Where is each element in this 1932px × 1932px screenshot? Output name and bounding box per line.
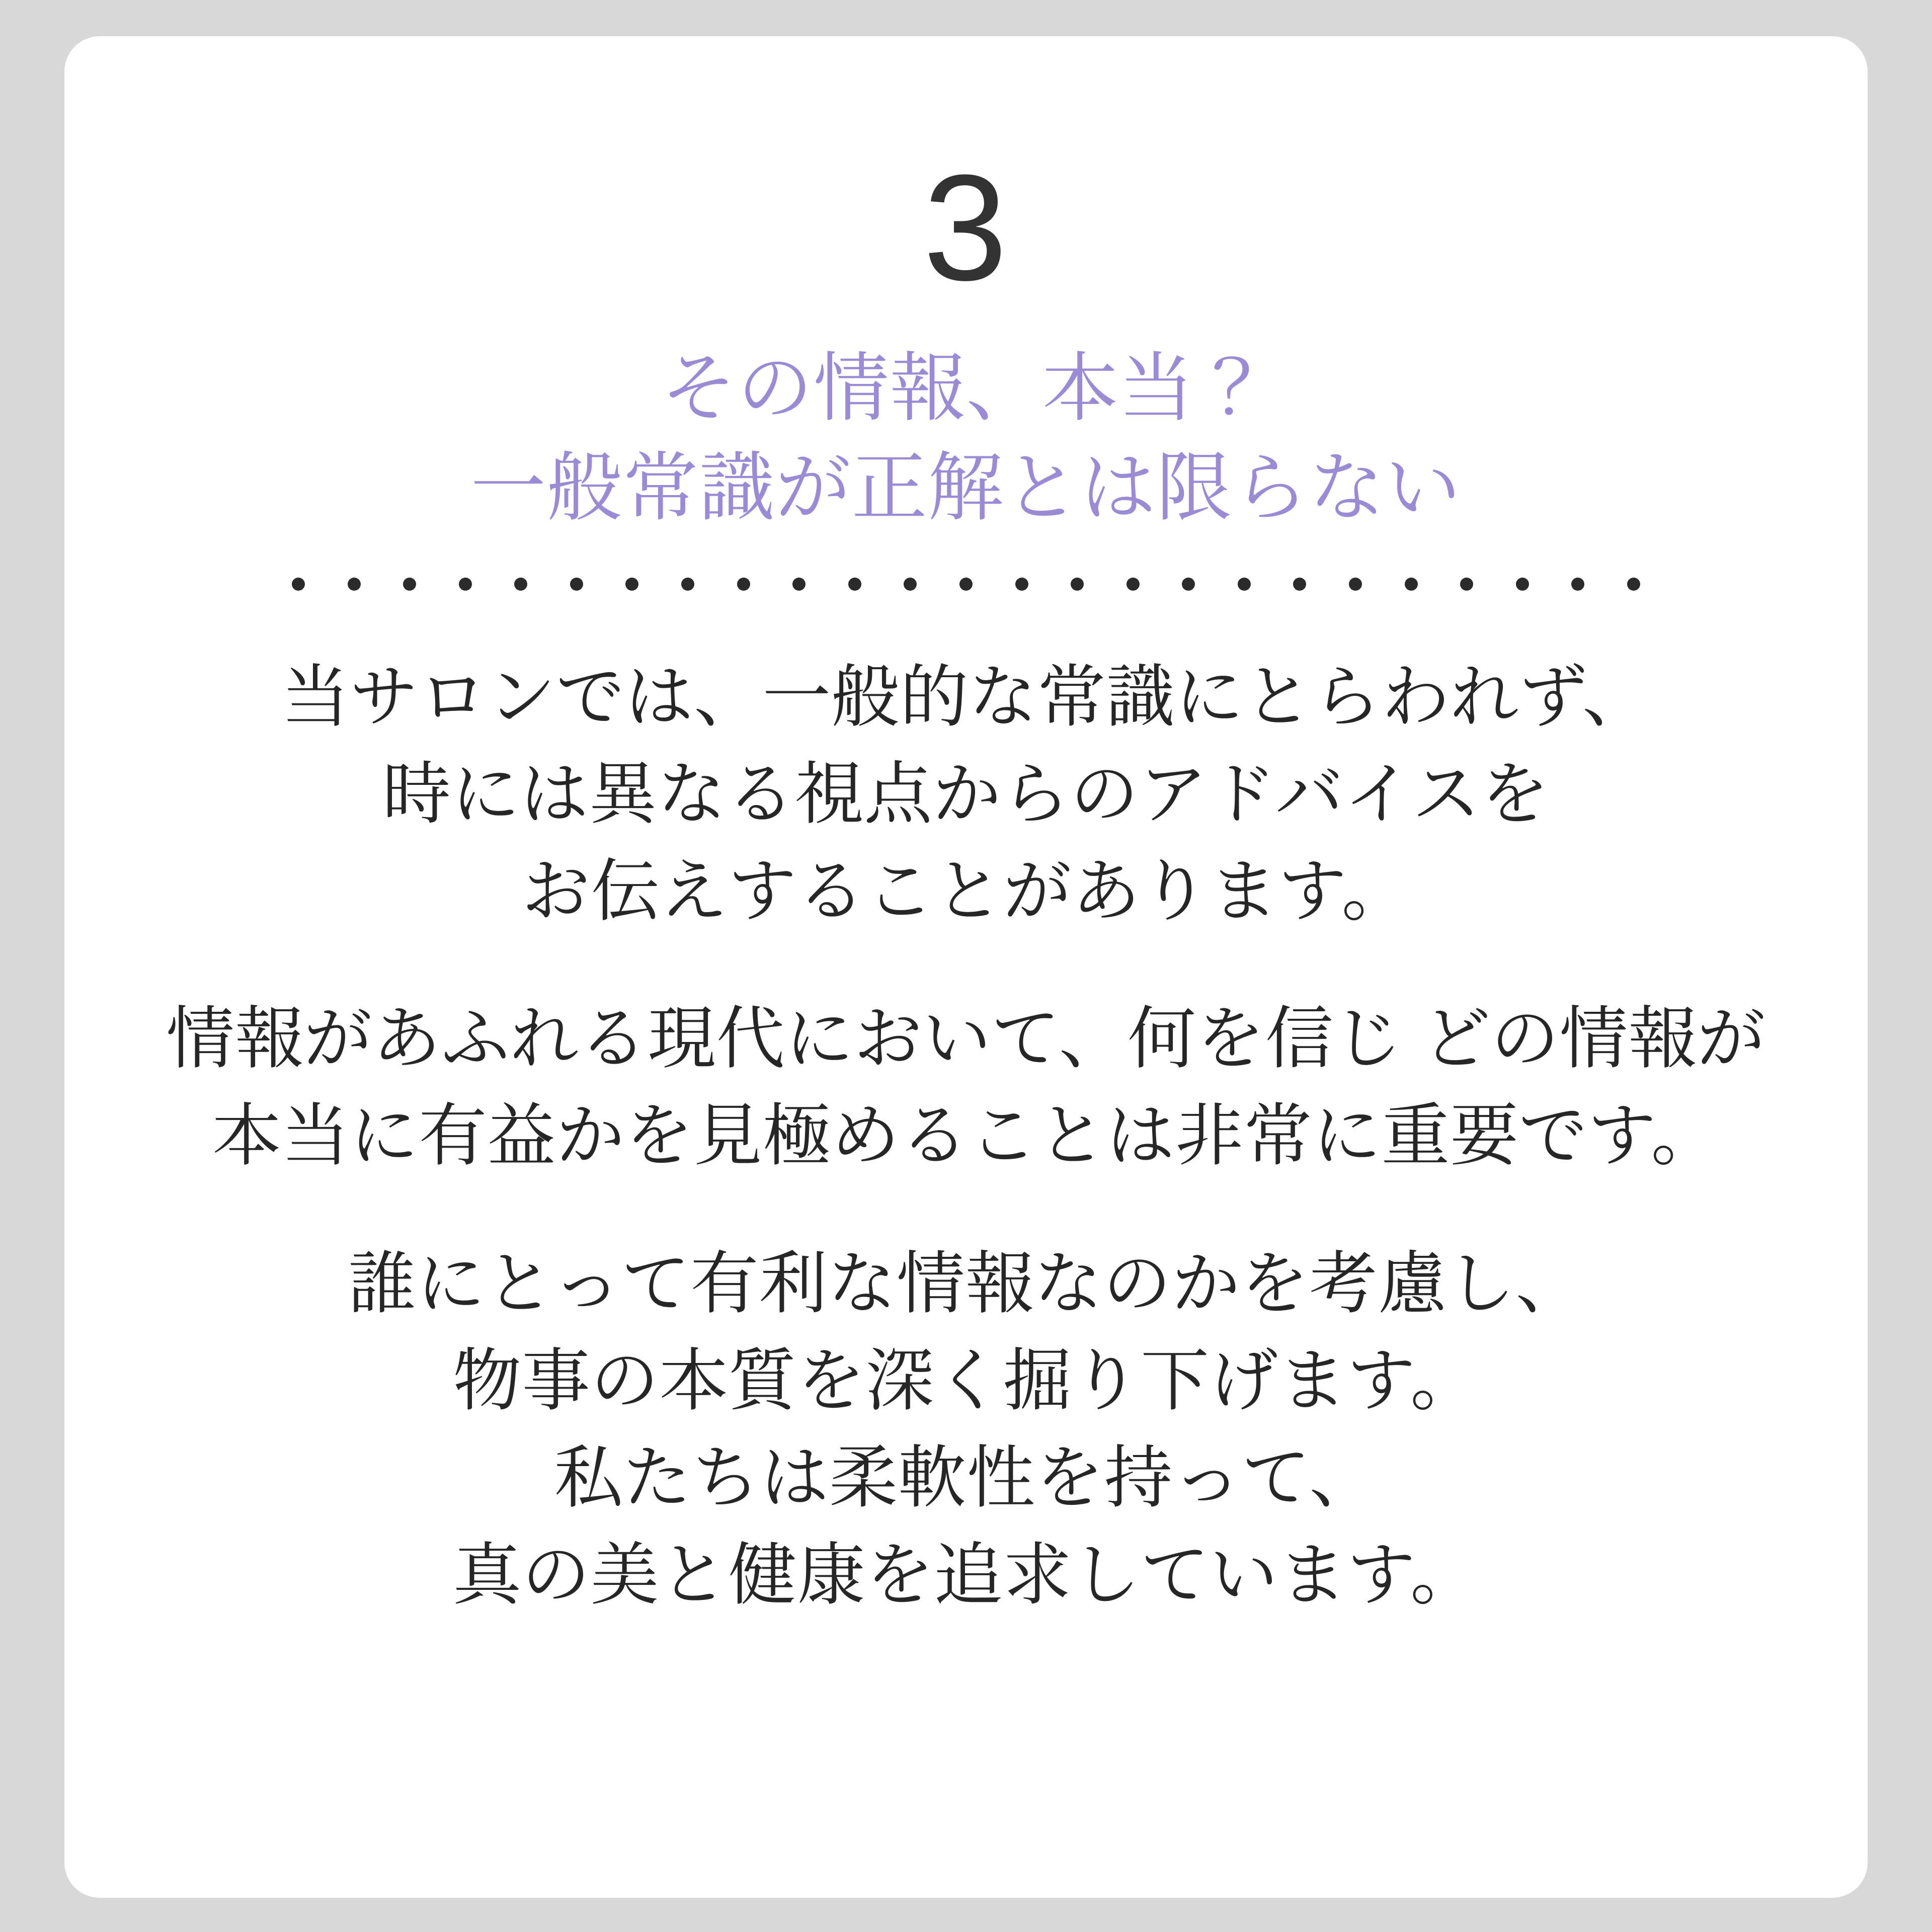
card-inner (64, 36, 1868, 1624)
paragraph-line: 本当に有益かを見極めることは非常に重要です。 (212, 1097, 1720, 1174)
paragraph-line: 時には異なる視点からのアドバイスを (382, 756, 1550, 833)
dotted-divider (292, 578, 1640, 591)
headline-line-1: その情報、本当？ (661, 346, 1271, 430)
divider-dot (1015, 578, 1028, 591)
divider-dot (1238, 578, 1251, 591)
paragraph-line: 当サロンでは、一般的な常識にとらわれず、 (281, 659, 1651, 735)
headline-line-2: 一般常識が正解とは限らない (470, 445, 1462, 530)
divider-dot (1293, 578, 1306, 591)
headline (470, 338, 1462, 537)
divider-dot (1405, 578, 1418, 591)
paragraph-line: 物事の本質を深く掘り下げます。 (453, 1342, 1479, 1419)
paragraph-line: 真の美と健康を追求しています。 (453, 1536, 1479, 1613)
divider-dot (681, 578, 694, 591)
divider-dot (1516, 578, 1529, 591)
divider-dot (570, 578, 583, 591)
divider-dot (348, 578, 361, 591)
paragraph-line: 情報があふれる現代において、何を信じ どの情報が (166, 1000, 1766, 1077)
paragraph-line: 私たちは柔軟性を持って、 (554, 1439, 1378, 1516)
divider-dot (292, 578, 305, 591)
divider-dot (1460, 578, 1473, 591)
paragraph-line: お伝えすることがあります。 (522, 853, 1410, 930)
divider-dot (1571, 578, 1584, 591)
section-number: 3 (923, 143, 1009, 312)
divider-dot (1349, 578, 1362, 591)
divider-dot (403, 578, 416, 591)
divider-dot (514, 578, 527, 591)
paragraph-1 (281, 649, 1651, 940)
divider-dot (1182, 578, 1195, 591)
paragraph-3 (348, 1235, 1584, 1624)
divider-dot (625, 578, 638, 591)
divider-dot (1071, 578, 1084, 591)
divider-dot (959, 578, 973, 591)
divider-dot (1627, 578, 1640, 591)
divider-dot (737, 578, 750, 591)
divider-dot (1126, 578, 1140, 591)
divider-dot (459, 578, 472, 591)
divider-dot (848, 578, 861, 591)
paragraph-2 (166, 990, 1765, 1184)
divider-dot (904, 578, 917, 591)
paragraph-line: 誰にとって有利な情報なのかを考慮し、 (348, 1245, 1584, 1322)
divider-dot (792, 578, 806, 591)
content-card (64, 36, 1868, 1898)
